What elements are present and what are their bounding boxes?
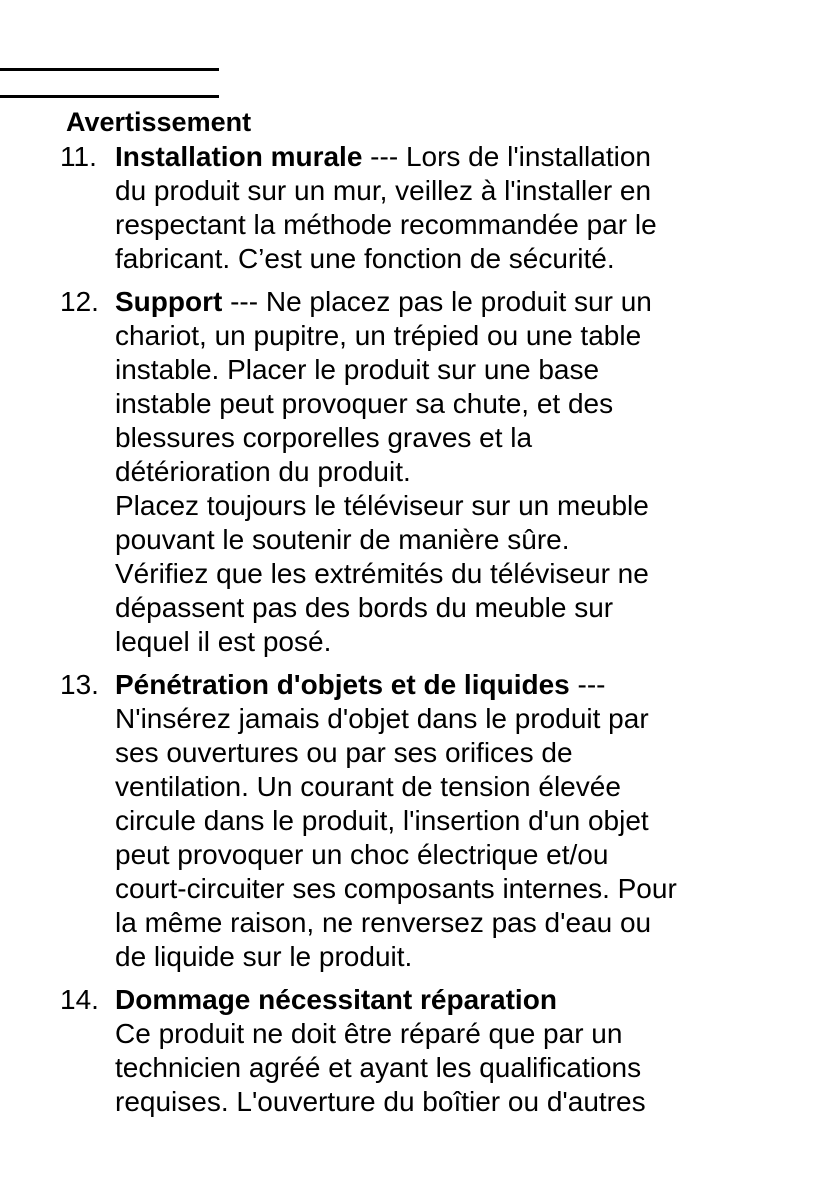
warning-item-13 [60,668,800,974]
item-line: dépassent pas des bords du meuble sur [115,592,614,623]
item-number: 13. [60,669,99,700]
item-line: respectant la méthode recommandée par le [115,209,657,240]
item-first-line [115,140,800,174]
section-heading: Avertissement [66,107,252,137]
second-rule [0,95,219,98]
item-line: Vérifiez que les extrémités du téléviseur ne [115,558,649,589]
item-line: Placez toujours le téléviseur sur un meuble [115,490,649,521]
item-first-line-text: --- [569,669,606,700]
warning-item-11 [60,140,800,276]
item-title: Pénétration d'objets et de liquides [115,669,570,700]
item-first-line [115,668,800,702]
item-line: fabricant. C’est une fonction de sécurité. [115,243,615,274]
item-line: court-circuiter ses composants internes. Pour [115,873,677,904]
item-line: instable peut provoquer sa chute, et des [115,388,614,419]
item-line: chariot, un pupitre, un trépied ou une table [115,320,642,351]
item-line: du produit sur un mur, veillez à l'installer en [115,175,652,206]
item-title: Installation murale [115,141,363,172]
warning-item-12 [60,285,800,659]
item-line: ses ouvertures ou par ses orifices de [115,737,573,768]
item-title: Dommage nécessitant réparation [115,984,557,1015]
item-line: Ce produit ne doit être réparé que par un [115,1018,623,1049]
item-line: lequel il est posé. [115,626,332,657]
item-line: instable. Placer le produit sur une base [115,354,600,385]
item-first-line-text: --- Ne placez pas le produit sur un [222,286,652,317]
item-line: circule dans le produit, l'insertion d'un objet [115,805,649,836]
item-first-line-text: --- Lors de l'installation [362,141,651,172]
item-number: 12. [60,286,99,317]
item-line: blessures corporelles graves et la [115,422,533,453]
top-rule [0,68,219,71]
warning-item-14 [60,983,800,1119]
item-line: ventilation. Un courant de tension élevée [115,771,621,802]
item-line: détérioration du produit. [115,456,411,487]
item-line: pouvant le soutenir de manière sûre. [115,524,570,555]
item-line: la même raison, ne renversez pas d'eau ou [115,907,652,938]
item-title: Support [115,286,223,317]
item-line: de liquide sur le produit. [115,941,413,972]
item-first-line [115,983,800,1017]
item-line: technicien agréé et ayant les qualifications [115,1052,642,1083]
item-line: peut provoquer un choc électrique et/ou [115,839,609,870]
item-line: N'insérez jamais d'objet dans le produit par [115,703,649,734]
item-number: 11. [60,141,97,172]
warning-list [60,140,800,1128]
item-line: requises. L'ouverture du boîtier ou d'autres [115,1086,646,1117]
item-first-line [115,285,800,319]
item-number: 14. [60,984,99,1015]
